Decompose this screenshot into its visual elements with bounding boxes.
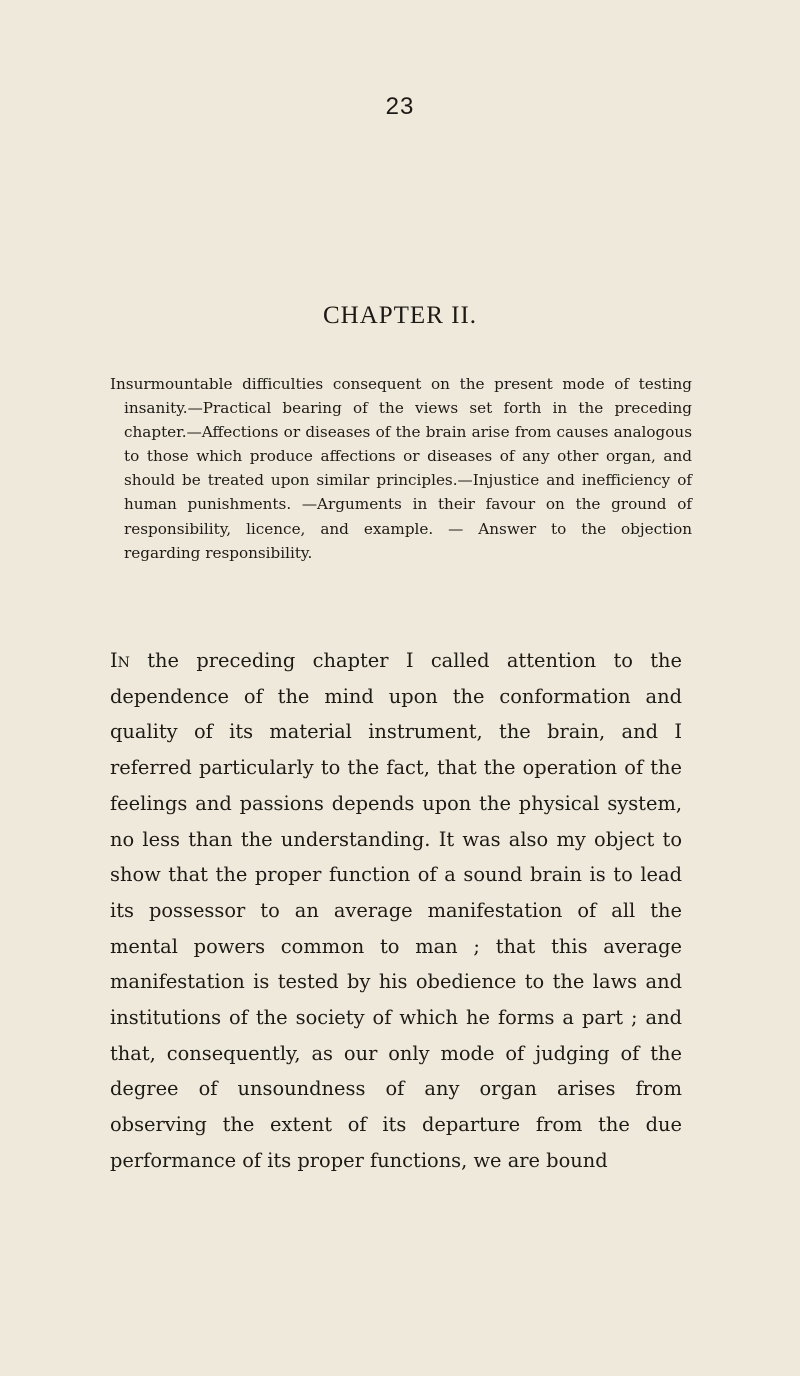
page-number: 23 <box>385 93 415 120</box>
body-paragraph <box>110 643 682 1179</box>
chapter-title: CHAPTER II. <box>322 302 478 329</box>
chapter-summary: Insurmountable difficulties consequent on the present mode of testing insanity.—Practical bearing of the views set forth in the preceding chapter.—Affections or diseases of the brain arise from causes analogous to those which produce affections or diseases of any other organ, and should be treated upon similar principles.—Injustice and inefficiency of human punishments. —Arguments in their favour on the ground of responsibility, licence, and example. — Answer to the objection regarding responsibility. <box>110 375 692 562</box>
paragraph-lead-in: In <box>110 649 130 672</box>
paragraph-text: the preceding chapter I called attention to the dependence of the mind upon the conformation and quality of its material instrument, the brain, and I referred particularly to the fact, that the operation of the feelings and passions depends upon the physical system, no less than the understanding. It was also my object to show that the proper function of a sound brain is to lead its possessor to an average manifestation of all the mental powers common to man ; that this average manifestation is tested by his obedience to the laws and institutions of the society of which he forms a part ; and that, consequently, as our only mode of judging of the degree of unsoundness of any organ arises from observing the extent of its departure from the due performance of its proper functions, we are bound <box>110 649 682 1172</box>
